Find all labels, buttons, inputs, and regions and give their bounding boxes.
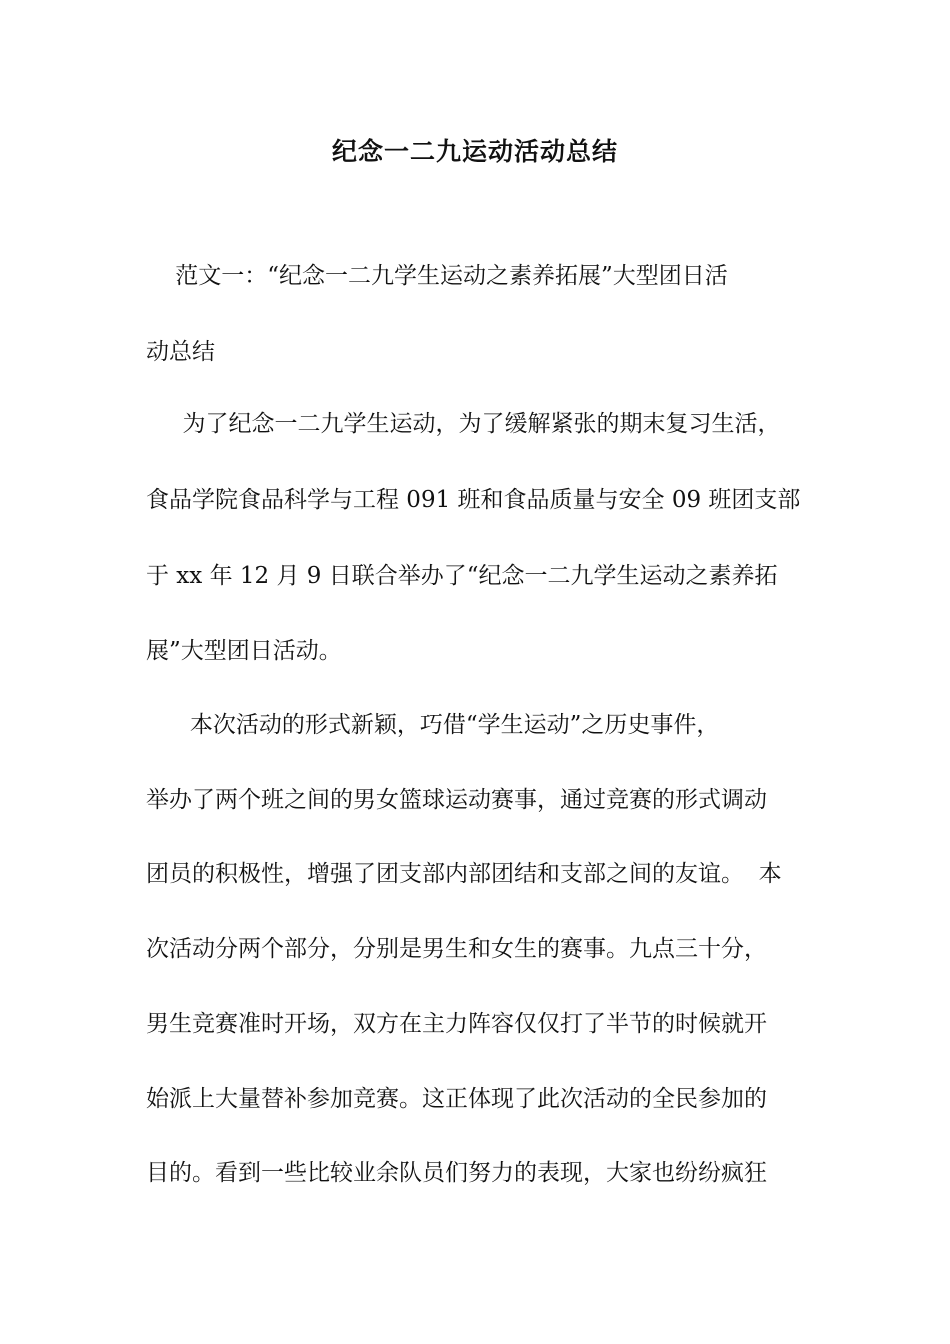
body-line-6: 展”大型团日活动。 <box>146 638 342 664</box>
body-line-11: 男生竞赛准时开场，双方在主力阵容仅仅打了半节的时候就开 <box>146 1011 767 1037</box>
body-line-8: 举办了两个班之间的男女篮球运动赛事，通过竞赛的形式调动 <box>146 787 767 813</box>
body-line-5: 于 xx 年 12 月 9 日联合举办了“纪念一二九学生运动之素养拓 <box>146 563 778 589</box>
body-line-12: 始派上大量替补参加竞赛。这正体现了此次活动的全民参加的 <box>146 1086 767 1112</box>
body-line-7: 本次活动的形式新颖，巧借“学生运动”之历史事件， <box>146 712 720 738</box>
document-title: 纪念一二九运动活动总结 <box>331 137 618 166</box>
body-line-9: 团员的积极性，增强了团支部内部团结和支部之间的友谊。 本 <box>146 861 782 887</box>
body-line-3: 为了纪念一二九学生运动，为了缓解紧张的期末复习生活， <box>146 411 781 437</box>
body-line-4: 食品学院食品科学与工程 091 班和食品质量与安全 09 班团支部 <box>146 487 801 513</box>
body-line-1: 范文一：“纪念一二九学生运动之素养拓展”大型团日活 <box>146 263 728 289</box>
body-line-10: 次活动分两个部分，分别是男生和女生的赛事。九点三十分， <box>146 936 767 962</box>
body-line-13: 目的。看到一些比较业余队员们努力的表现，大家也纷纷疯狂 <box>146 1160 767 1186</box>
body-line-2: 动总结 <box>146 339 215 365</box>
